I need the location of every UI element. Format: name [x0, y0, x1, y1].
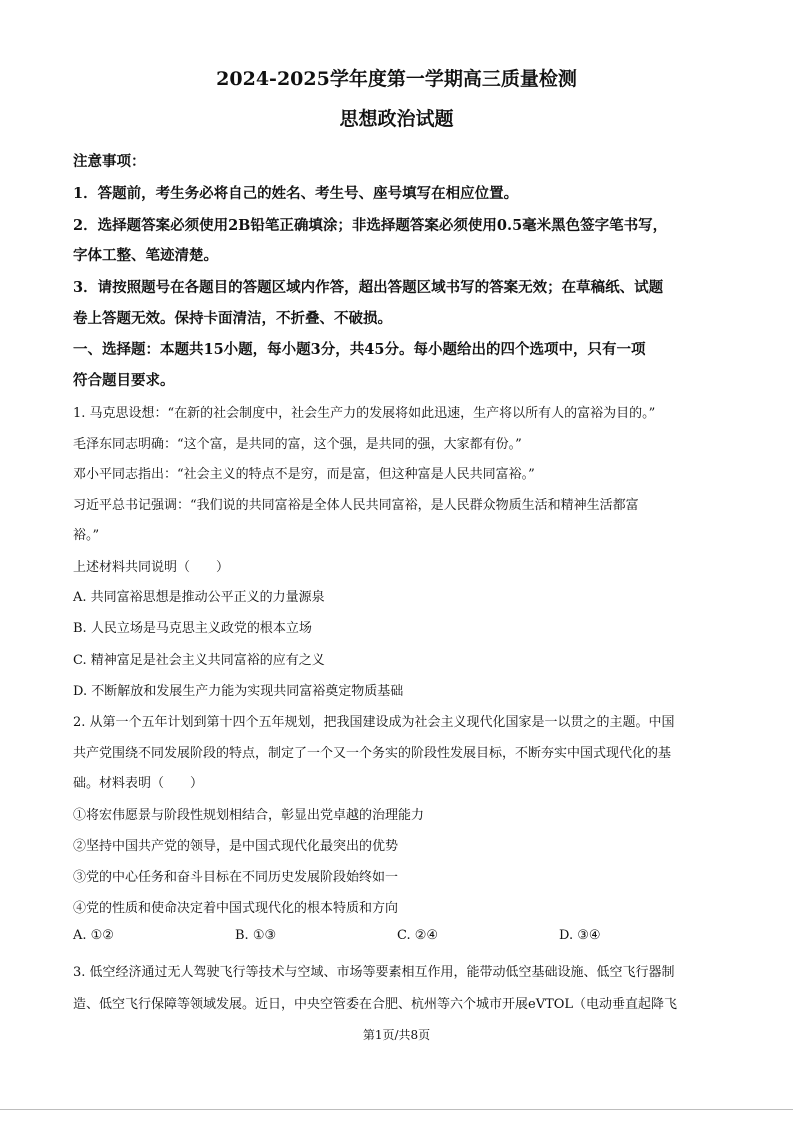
note-item-1: 1．答题前，考生务必将自己的姓名、考生号、座号填写在相应位置。	[73, 185, 519, 202]
q1-option-b: B. 人民立场是马克思主义政党的根本立场	[73, 621, 312, 636]
q2-option-b: B. ①③	[235, 928, 277, 943]
q1-line-1: 1. 马克思设想：“在新的社会制度中，社会生产力的发展将如此迅速，生产将以所有人的富裕为目的。”	[73, 406, 656, 421]
note-item-3-line-1: 3．请按照题号在各题目的答题区域内作答，超出答题区域书写的答案无效；在草稿纸、试题	[73, 279, 664, 296]
note-item-2-line-2: 字体工整、笔迹清楚。	[73, 247, 218, 264]
note-item-3-line-2: 卷上答题无效。保持卡面清洁，不折叠、不破损。	[73, 310, 392, 327]
section-heading-line-2: 符合题目要求。	[73, 372, 175, 389]
q1-line-3: 邓小平同志指出：“社会主义的特点不是穷，而是富，但这种富是人民共同富裕。”	[73, 467, 535, 482]
q3-line-1: 3. 低空经济通过无人驾驶飞行等技术与空域、市场等要素相互作用，能带动低空基础设施、低空飞行器制	[73, 965, 675, 980]
bottom-rule	[0, 1109, 793, 1110]
q2-statement-4: ④党的性质和使命决定着中国式现代化的根本特质和方向	[73, 901, 399, 916]
q2-line-1: 2. 从第一个五年计划到第十四个五年规划，把我国建设成为社会主义现代化国家是一以贯之的主题。中国	[73, 715, 675, 730]
q2-statement-3: ③党的中心任务和奋斗目标在不同历史发展阶段始终如一	[73, 870, 399, 885]
q2-line-2: 共产党围绕不同发展阶段的特点，制定了一个又一个务实的阶段性发展目标，不断夯实中国式现代化的基	[73, 746, 672, 761]
q2-option-a: A. ①②	[73, 928, 114, 943]
q2-statement-2: ②坚持中国共产党的领导，是中国式现代化最突出的优势	[73, 839, 399, 854]
q3-line-2: 造、低空飞行保障等领域发展。近日，中央空管委在合肥、杭州等六个城市开展eVTOL（电动垂直起降飞	[73, 997, 678, 1012]
q1-stem: 上述材料共同说明（ ）	[73, 560, 230, 575]
q1-line-2: 毛泽东同志明确：“这个富，是共同的富，这个强，是共同的强，大家都有份。”	[73, 437, 522, 452]
q1-option-d: D. 不断解放和发展生产力能为实现共同富裕奠定物质基础	[73, 684, 404, 699]
q1-line-4: 习近平总书记强调：“我们说的共同富裕是全体人民共同富裕，是人民群众物质生活和精神生活都富	[73, 498, 639, 513]
q2-line-3: 础。材料表明（ ）	[73, 776, 204, 791]
page-footer: 第1页/共8页	[362, 1028, 431, 1042]
q1-option-c: C. 精神富足是社会主义共同富裕的应有之义	[73, 653, 325, 668]
q1-line-5: 裕。”	[73, 528, 100, 543]
q2-statement-1: ①将宏伟愿景与阶段性规划相结合，彰显出党卓越的治理能力	[73, 808, 425, 823]
section-heading-line-1: 一、选择题：本题共15小题，每小题3分，共45分。每小题给出的四个选项中，只有一项	[73, 341, 646, 358]
q2-option-d: D. ③④	[559, 928, 601, 943]
q2-options	[73, 928, 721, 943]
q1-option-a: A. 共同富裕思想是推动公平正义的力量源泉	[73, 590, 325, 605]
notes-heading: 注意事项：	[73, 153, 146, 170]
note-item-2-line-1: 2．选择题答案必须使用2B铅笔正确填涂；非选择题答案必须使用0.5毫米黑色签字笔书写，	[73, 217, 668, 234]
exam-subtitle: 思想政治试题	[339, 108, 454, 130]
q2-option-c: C. ②④	[397, 928, 439, 943]
exam-title: 2024-2025学年度第一学期高三质量检测	[216, 68, 577, 90]
